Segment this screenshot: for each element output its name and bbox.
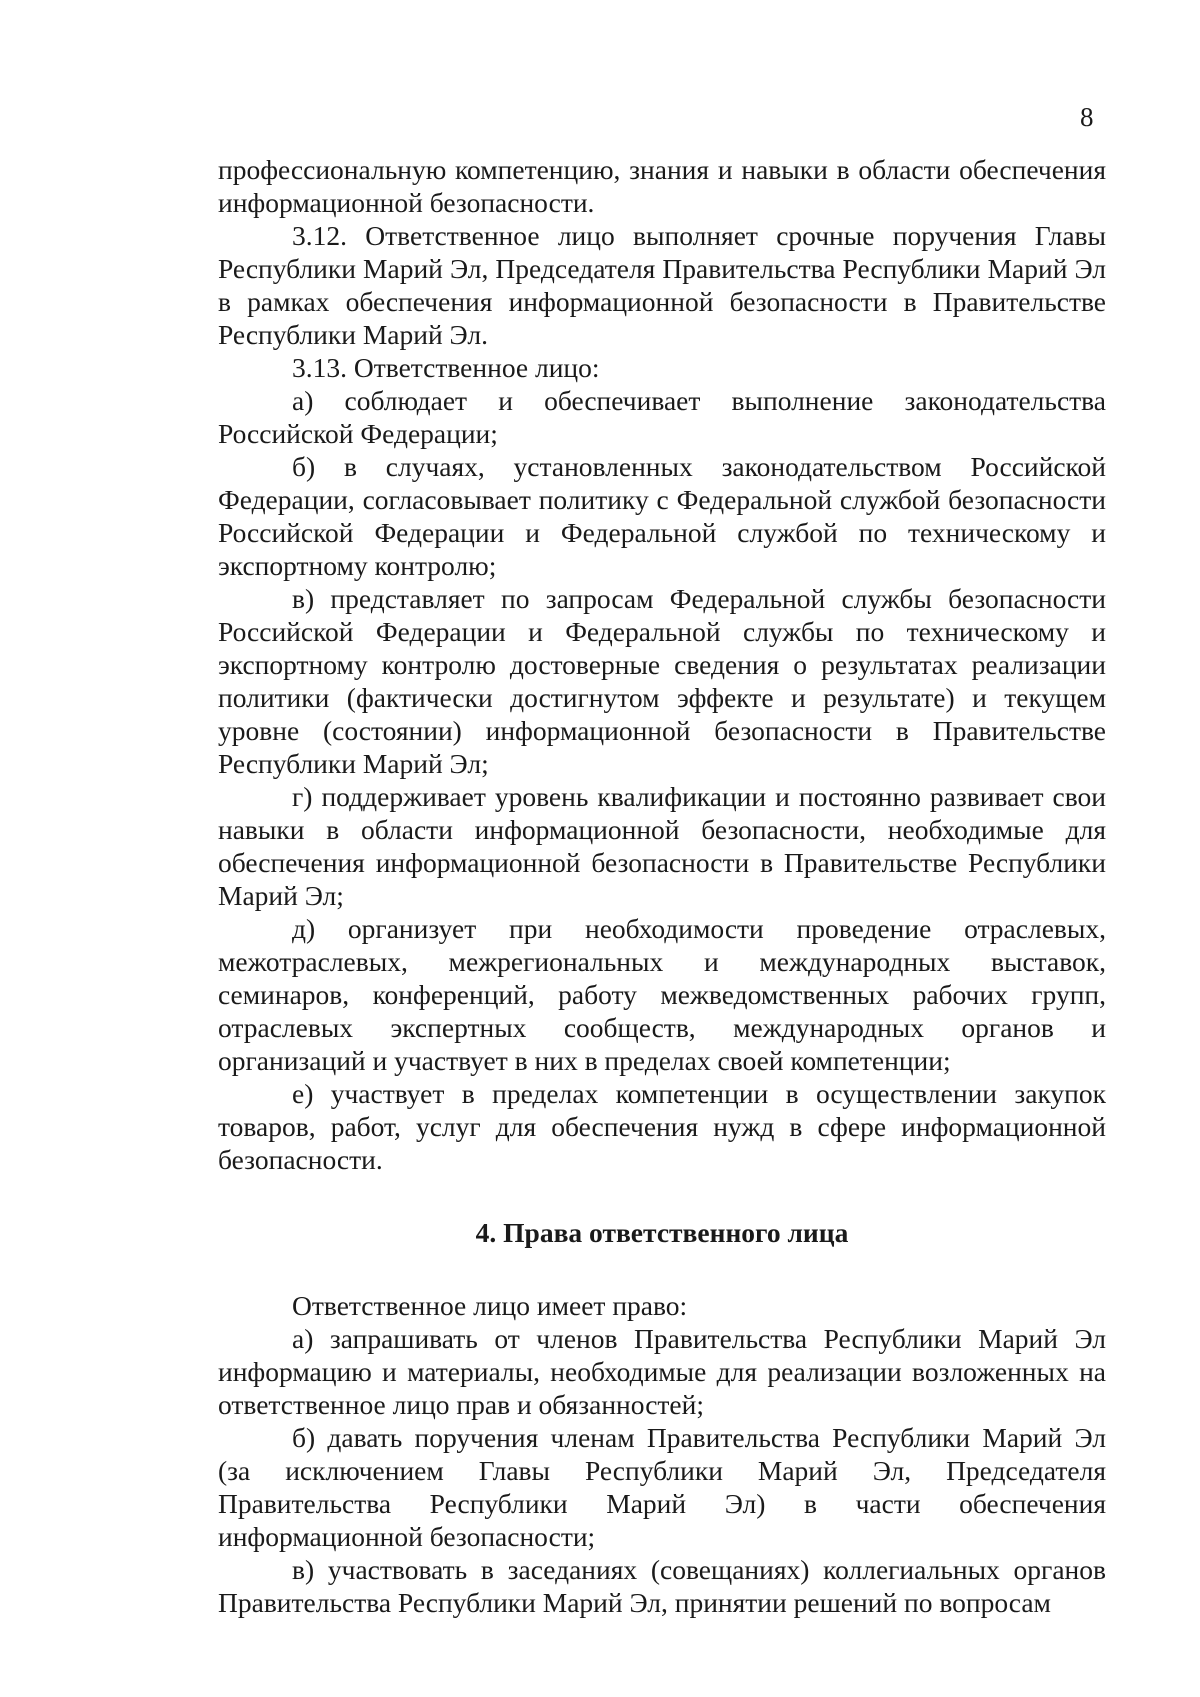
page-number: 8	[1080, 102, 1094, 132]
paragraph-rights-intro: Ответственное лицо имеет право:	[292, 1290, 688, 1321]
section-heading: 4. Права ответственного лица	[475, 1217, 849, 1248]
document-body	[218, 153, 1106, 1619]
paragraph-3-13-b: б) в случаях, установленных законодательством Российской Федерации, согласовывает политику с Федеральной службой безопасности Российской Федерации и Федеральной службой по техническому и экспортному контролю;	[218, 451, 1106, 581]
paragraph-3-12: 3.12. Ответственное лицо выполняет срочные поручения Главы Республики Марий Эл, Председателя Правительства Республики Марий Эл в рамках обеспечения информационной безопасности в Правительстве Республики Марий Эл.	[218, 220, 1106, 350]
paragraph-rights-b: б) давать поручения членам Правительства Республики Марий Эл (за исключением Главы Республики Марий Эл, Председателя Правительства Республики Марий Эл) в части обеспечения информационной безопасности;	[218, 1422, 1106, 1552]
paragraph-rights-a: а) запрашивать от членов Правительства Республики Марий Эл информацию и материалы, необходимые для реализации возложенных на ответственное лицо прав и обязанностей;	[218, 1323, 1106, 1420]
paragraph-3-13-g: г) поддерживает уровень квалификации и постоянно развивает свои навыки в области информационной безопасности, необходимые для обеспечения информационной безопасности в Правительстве Республики Марий Эл;	[218, 781, 1106, 911]
paragraph-3-13-a: а) соблюдает и обеспечивает выполнение законодательства Российской Федерации;	[218, 385, 1106, 449]
paragraph-3-13-e: е) участвует в пределах компетенции в осуществлении закупок товаров, работ, услуг для обеспечения нужд в сфере информационной безопасности.	[218, 1078, 1106, 1175]
paragraph-3-13-d: д) организует при необходимости проведение отраслевых, межотраслевых, межрегиональных и международных выставок, семинаров, конференций, работу межведомственных рабочих групп, отраслевых экспертных сообществ, международных органов и организаций и участвует в них в пределах своей компетенции;	[218, 913, 1106, 1076]
paragraph-3-13: 3.13. Ответственное лицо:	[292, 352, 600, 383]
paragraph-3-13-v: в) представляет по запросам Федеральной службы безопасности Российской Федерации и Федеральной службы по техническому и экспортному контролю достоверные сведения о результатах реализации политики (фактически достигнутом эффекте и результате) и текущем уровне (состоянии) информационной безопасности в Правительстве Республики Марий Эл;	[218, 583, 1106, 779]
paragraph-rights-v: в) участвовать в заседаниях (совещаниях) коллегиальных органов Правительства Республики Марий Эл, принятии решений по вопросам	[218, 1554, 1106, 1618]
paragraph-continuation: профессиональную компетенцию, знания и навыки в области обеспечения информационной безопасности.	[218, 154, 1106, 218]
